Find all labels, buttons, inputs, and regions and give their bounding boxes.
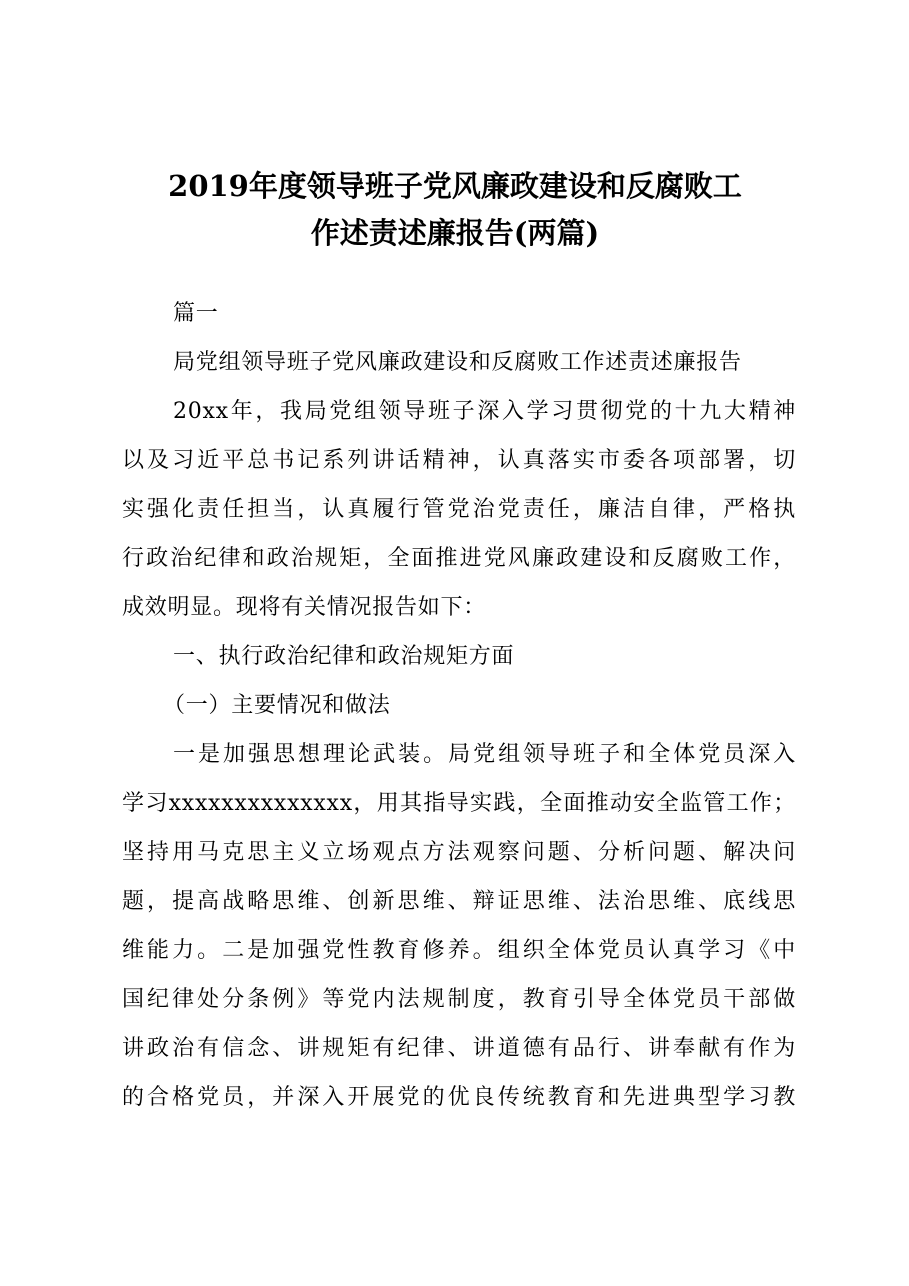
paragraph-line: 成效明显。现将有关情况报告如下：	[122, 595, 487, 620]
paragraph-line: 一是加强思想理论武装。局党组领导班子和全体党员深入	[173, 742, 796, 767]
paragraph-line: 维能力。二是加强党性教育修养。组织全体党员认真学习《中	[122, 938, 796, 963]
paragraph-line: 坚持用马克思主义立场观点方法观察问题、分析问题、解决问	[122, 840, 796, 865]
paragraph-line: 题，提高战略思维、创新思维、辩证思维、法治思维、底线思	[122, 889, 796, 914]
paragraph-line: 实强化责任担当，认真履行管党治党责任，廉洁自律，严格执	[122, 497, 796, 522]
paragraph-line: 的合格党员，并深入开展党的优良传统教育和先进典型学习教	[122, 1085, 796, 1110]
section-heading: 一、执行政治纪律和政治规矩方面	[173, 644, 515, 669]
subsection-heading: （一）主要情况和做法	[163, 693, 391, 718]
paragraph-line: 20xx年，我局党组领导班子深入学习贯彻党的十九大精神	[173, 399, 796, 424]
report-heading: 局党组领导班子党风廉政建设和反腐败工作述责述廉报告	[173, 350, 742, 375]
paragraph-line: 以及习近平总书记系列讲话精神，认真落实市委各项部署，切	[122, 448, 796, 473]
paragraph-line: 国纪律处分条例》等党内法规制度，教育引导全体党员干部做	[122, 987, 796, 1012]
paragraph-line: 行政治纪律和政治规矩，全面推进党风廉政建设和反腐败工作，	[122, 546, 796, 571]
paragraph-line: 讲政治有信念、讲规矩有纪律、讲道德有品行、讲奉献有作为	[122, 1036, 796, 1061]
section-label: 篇一	[173, 301, 219, 326]
paragraph-line: 学习xxxxxxxxxxxxxx，用其指导实践，全面推动安全监管工作；	[122, 791, 796, 816]
document-title-line-1: 2019年度领导班子党风廉政建设和反腐败工	[168, 169, 742, 203]
document-title-line-2: 作述责述廉报告(两篇)	[310, 216, 600, 250]
